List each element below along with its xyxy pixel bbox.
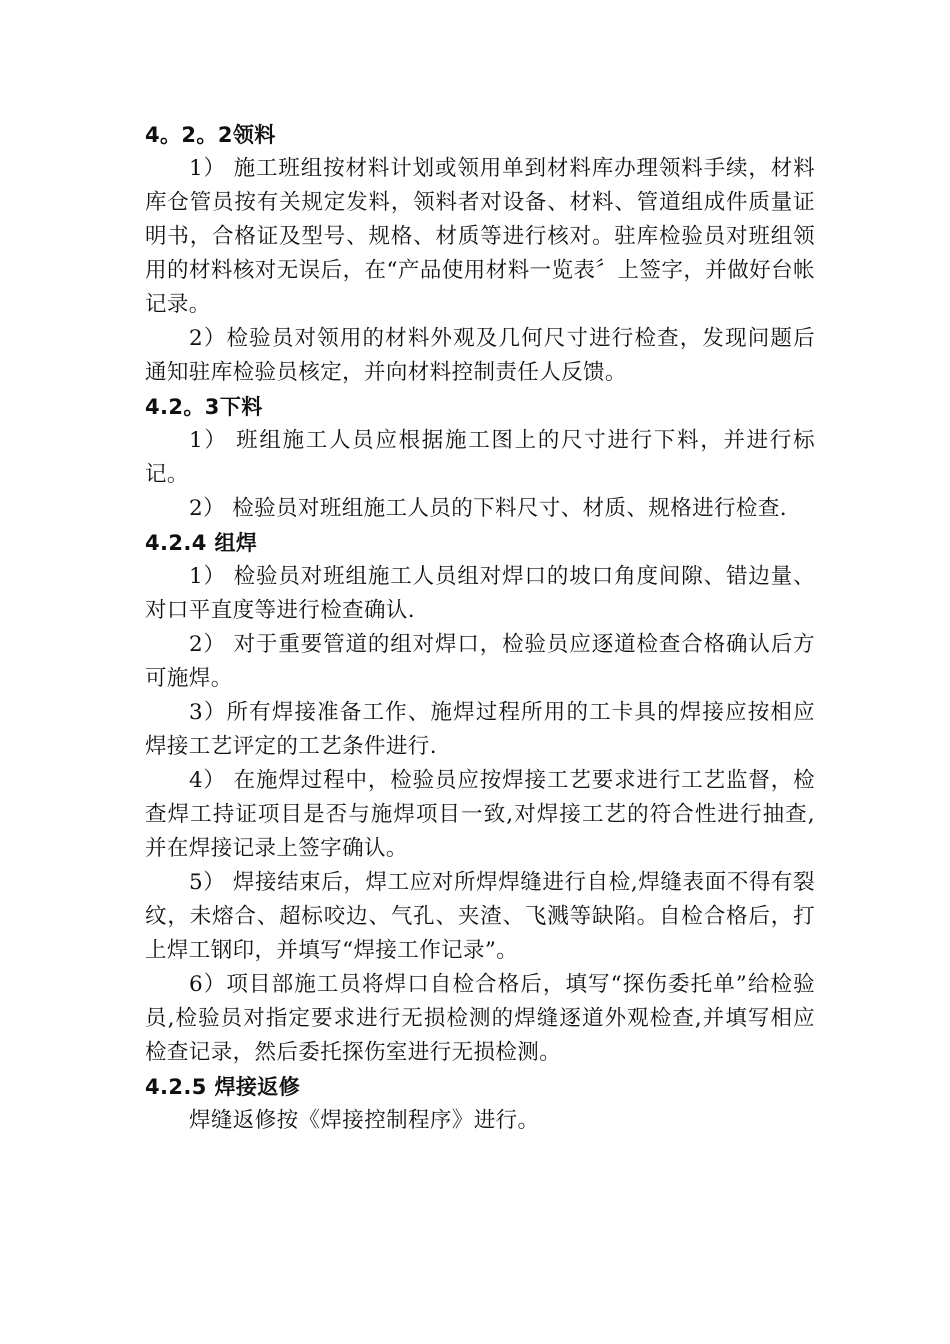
document-body <box>145 118 815 1138</box>
paragraph: 6）项目部施工员将焊口自检合格后，填写“探伤委托单”给检验员,检验员对指定要求进行无损检测的焊缝逐道外观检查,并填写相应检查记录，然后委托探伤室进行无损检测。 <box>145 972 815 1065</box>
paragraph: 1） 班组施工人员应根据施工图上的尺寸进行下料，并进行标记。 <box>145 428 815 487</box>
section-4-2-4 <box>145 526 815 1070</box>
paragraph: 4） 在施焊过程中，检验员应按焊接工艺要求进行工艺监督，检查焊工持证项目是否与施焊项目一致,对焊接工艺的符合性进行抽查,并在焊接记录上签字确认。 <box>145 768 815 861</box>
paragraph: 3）所有焊接准备工作、施焊过程所用的工卡具的焊接应按相应焊接工艺评定的工艺条件进行. <box>145 700 815 759</box>
paragraph: 5） 焊接结束后，焊工应对所焊焊缝进行自检,焊缝表面不得有裂纹，未熔合、超标咬边、气孔、夹渣、飞溅等缺陷。自检合格后，打上焊工钢印，并填写“焊接工作记录”。 <box>145 870 815 963</box>
section-heading: 4.2.5 焊接返修 <box>145 1075 301 1099</box>
section-4-2-2 <box>145 118 815 390</box>
section-heading: 4。2。2领料 <box>145 123 276 147</box>
section-heading: 4.2。3下料 <box>145 395 263 419</box>
section-4-2-5 <box>145 1070 815 1138</box>
section-heading: 4.2.4 组焊 <box>145 531 258 555</box>
section-4-2-3 <box>145 390 815 526</box>
paragraph: 2）检验员对领用的材料外观及几何尺寸进行检查，发现问题后通知驻库检验员核定，并向材料控制责任人反馈。 <box>145 326 815 385</box>
paragraph: 2） 检验员对班组施工人员的下料尺寸、材质、规格进行检查. <box>189 496 787 521</box>
paragraph: 1） 施工班组按材料计划或领用单到材料库办理领料手续，材料库仓管员按有关规定发料，领料者对设备、材料、管道组成件质量证明书，合格证及型号、规格、材质等进行核对。驻库检验员对班组领用的材料核对无误后，在“产品使用材料一览表〞上签字，并做好台帐记录。 <box>145 156 815 317</box>
paragraph: 2） 对于重要管道的组对焊口，检验员应逐道检查合格确认后方可施焊。 <box>145 632 815 691</box>
paragraph: 1） 检验员对班组施工人员组对焊口的坡口角度间隙、错边量、对口平直度等进行检查确认. <box>145 564 815 623</box>
paragraph: 焊缝返修按《焊接控制程序》进行。 <box>189 1108 540 1133</box>
